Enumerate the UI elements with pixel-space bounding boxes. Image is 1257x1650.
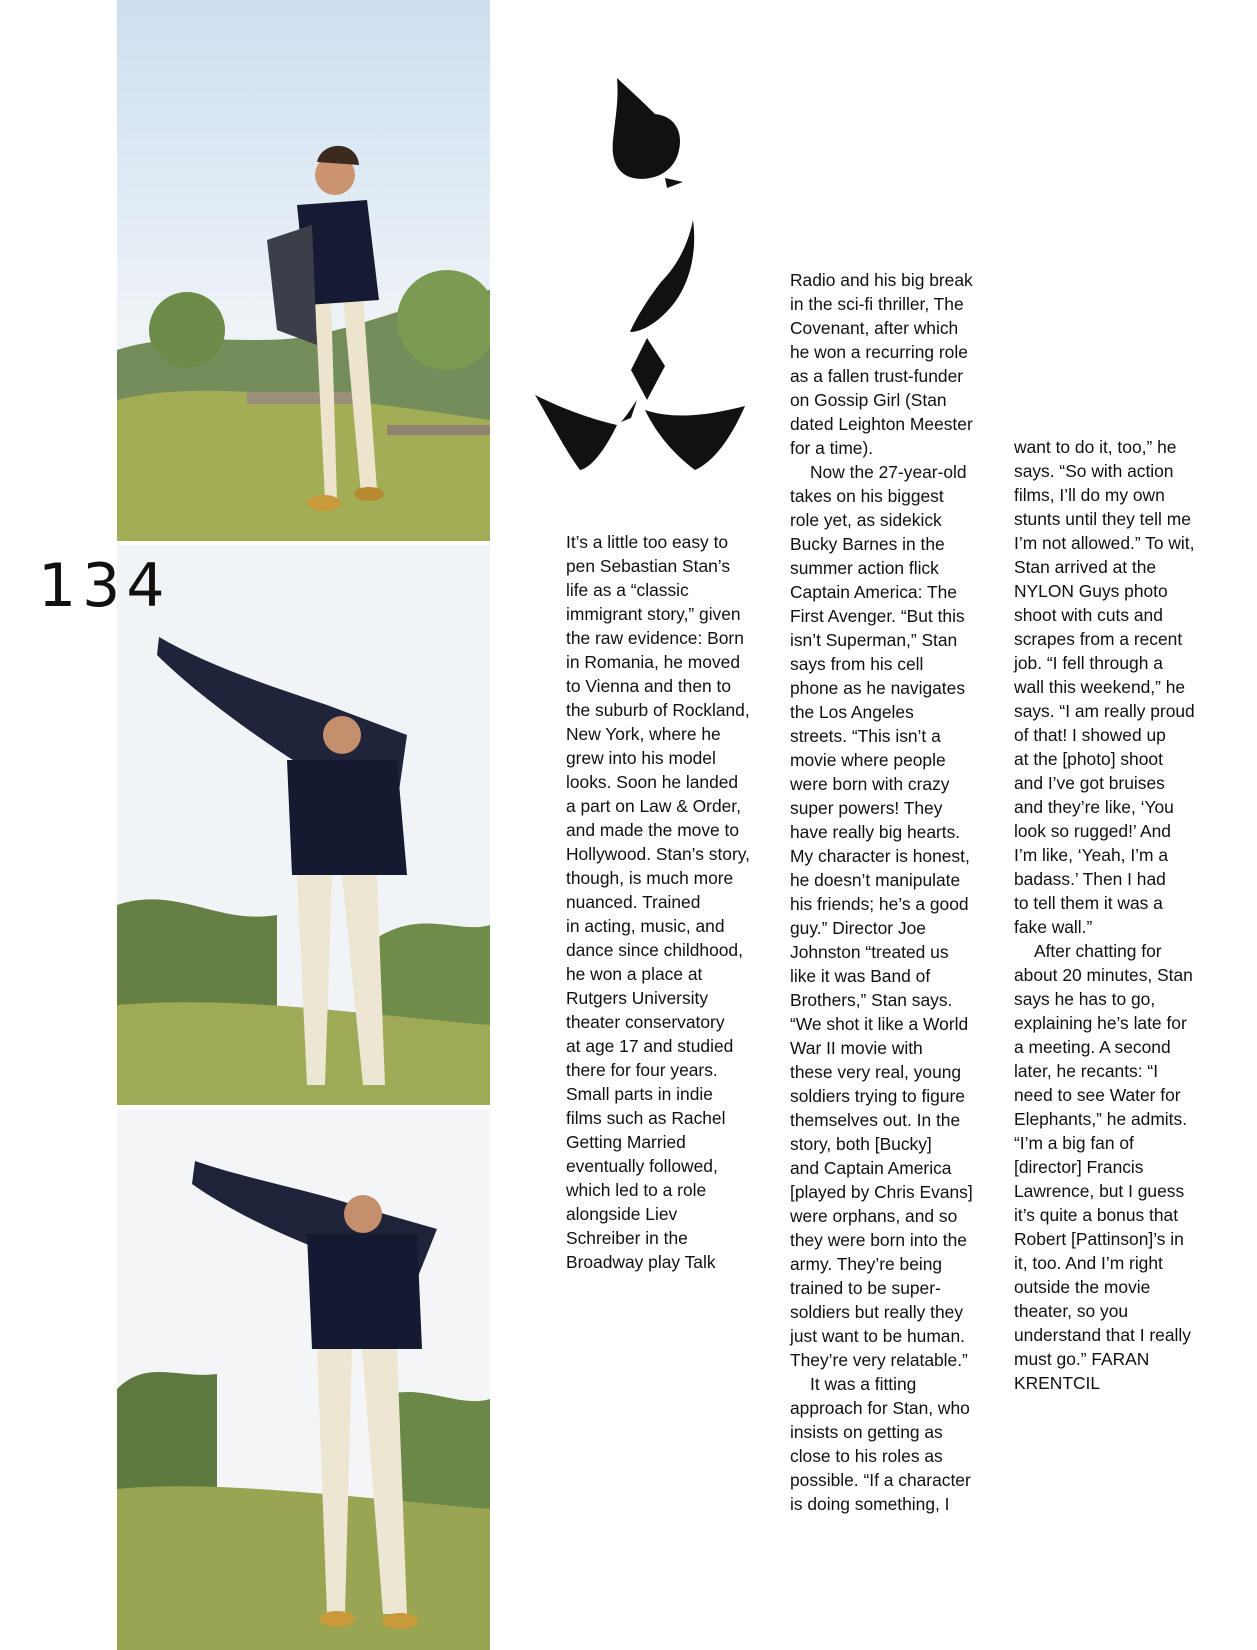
article-line: of that! I showed up bbox=[1014, 725, 1166, 745]
article-line: Brothers,” Stan says. bbox=[790, 990, 953, 1010]
article-line: Johnston “treated us bbox=[790, 942, 949, 962]
article-line: and made the move to bbox=[566, 820, 740, 840]
article-line: Covenant, after which bbox=[790, 318, 959, 338]
article-line: though, is much more bbox=[566, 868, 734, 888]
article-line: later, he recants: “I bbox=[1014, 1061, 1159, 1081]
article-line: role yet, as sidekick bbox=[790, 510, 942, 530]
article-column-1 bbox=[566, 530, 781, 1274]
article-line: a part on Law & Order, bbox=[566, 796, 741, 816]
article-line: nuanced. Trained bbox=[566, 892, 701, 912]
article-line: New York, where he bbox=[566, 724, 721, 744]
article-line: need to see Water for bbox=[1014, 1085, 1181, 1105]
article-line: look so rugged!’ And bbox=[1014, 821, 1171, 841]
article-line: explaining he’s late for bbox=[1014, 1013, 1187, 1033]
article-line: understand that I really bbox=[1014, 1325, 1191, 1345]
article-line: he won a place at bbox=[566, 964, 703, 984]
article-line: job. “I fell through a bbox=[1014, 653, 1163, 673]
article-line: dated Leighton Meester bbox=[790, 414, 973, 434]
article-line: guy.” Director Joe bbox=[790, 918, 926, 938]
article-line: wall this weekend,” he bbox=[1014, 677, 1186, 697]
article-line: and I’ve got bruises bbox=[1014, 773, 1165, 793]
article-line: as a fallen trust-funder bbox=[790, 366, 964, 386]
article-line: army. They’re being bbox=[790, 1254, 943, 1274]
article-line: They’re very relatable.” bbox=[790, 1350, 968, 1370]
article-line: in the sci-fi thriller, The bbox=[790, 294, 964, 314]
article-line: shoot with cuts and bbox=[1014, 605, 1163, 625]
article-line: Now the 27-year-old bbox=[810, 462, 967, 482]
article-line: films, I’ll do my own bbox=[1014, 485, 1165, 505]
article-line: dance since childhood, bbox=[566, 940, 743, 960]
article-line: badass.’ Then I had bbox=[1014, 869, 1166, 889]
article-line: says he has to go, bbox=[1014, 989, 1156, 1009]
article-line: Radio and his big break bbox=[790, 270, 973, 290]
article-line: streets. “This isn’t a bbox=[790, 726, 941, 746]
page-number: 134 bbox=[38, 551, 171, 621]
article-line: like it was Band of bbox=[790, 966, 931, 986]
article-line: these very real, young bbox=[790, 1062, 962, 1082]
article-line: in Romania, he moved bbox=[566, 652, 740, 672]
article-column-3 bbox=[1014, 435, 1244, 1395]
article-line: soldiers trying to figure bbox=[790, 1086, 965, 1106]
article-line: his friends; he’s a good bbox=[790, 894, 969, 914]
article-line: possible. “If a character bbox=[790, 1470, 971, 1490]
article-line: a meeting. A second bbox=[1014, 1037, 1171, 1057]
article-line: for a time). bbox=[790, 438, 874, 458]
article-line: summer action flick bbox=[790, 558, 939, 578]
photo-walking bbox=[117, 0, 490, 541]
article-line: After chatting for bbox=[1034, 941, 1162, 961]
article-line: to Vienna and then to bbox=[566, 676, 732, 696]
article-line: story, both [Bucky] bbox=[790, 1134, 932, 1154]
article-line: Captain America: The bbox=[790, 582, 957, 602]
article-line: says. “I am really proud bbox=[1014, 701, 1195, 721]
article-line: scrapes from a recent bbox=[1014, 629, 1183, 649]
article-line: stunts until they tell me bbox=[1014, 509, 1191, 529]
article-line: at age 17 and studied bbox=[566, 1036, 734, 1056]
article-line: the suburb of Rockland, bbox=[566, 700, 750, 720]
article-line: they were born into the bbox=[790, 1230, 967, 1250]
article-line: theater conservatory bbox=[566, 1012, 725, 1032]
article-line: close to his roles as bbox=[790, 1446, 943, 1466]
article-line: Hollywood. Stan’s story, bbox=[566, 844, 750, 864]
article-line: says from his cell bbox=[790, 654, 924, 674]
article-line: Lawrence, but I guess bbox=[1014, 1181, 1185, 1201]
article-line: in acting, music, and bbox=[566, 916, 725, 936]
article-line: “We shot it like a World bbox=[790, 1014, 969, 1034]
article-line: It’s a little too easy to bbox=[566, 532, 729, 552]
article-line: and they’re like, ‘You bbox=[1014, 797, 1174, 817]
article-line: Rutgers University bbox=[566, 988, 709, 1008]
article-line: life as a “classic bbox=[566, 580, 689, 600]
article-line: Elephants,” he admits. bbox=[1014, 1109, 1188, 1129]
article-line: Getting Married bbox=[566, 1132, 686, 1152]
photo-jacket-throw bbox=[117, 1109, 490, 1650]
article-line: it, too. And I’m right bbox=[1014, 1253, 1163, 1273]
article-line: were orphans, and so bbox=[790, 1206, 958, 1226]
article-line: the Los Angeles bbox=[790, 702, 914, 722]
article-line: soldiers but really they bbox=[790, 1302, 964, 1322]
article-line: Schreiber in the bbox=[566, 1228, 688, 1248]
article-line: on Gossip Girl (Stan bbox=[790, 390, 947, 410]
article-line: just want to be human. bbox=[790, 1326, 965, 1346]
article-line: [played by Chris Evans] bbox=[790, 1182, 973, 1202]
article-line: fake wall.” bbox=[1014, 917, 1093, 937]
article-line: outside the movie bbox=[1014, 1277, 1151, 1297]
article-line: themselves out. In the bbox=[790, 1110, 961, 1130]
article-line: grew into his model bbox=[566, 748, 716, 768]
article-line: the raw evidence: Born bbox=[566, 628, 744, 648]
article-line: he won a recurring role bbox=[790, 342, 968, 362]
article-line: eventually followed, bbox=[566, 1156, 718, 1176]
article-line: isn’t Superman,” Stan bbox=[790, 630, 958, 650]
photo-jacket-swing-image bbox=[117, 545, 490, 1105]
article-line: NYLON Guys photo bbox=[1014, 581, 1168, 601]
article-line: and Captain America bbox=[790, 1158, 952, 1178]
photo-walking-image bbox=[117, 0, 490, 541]
article-line: Small parts in indie bbox=[566, 1084, 713, 1104]
article-line: takes on his biggest bbox=[790, 486, 944, 506]
article-line: “I’m a big fan of bbox=[1014, 1133, 1134, 1153]
article-line: approach for Stan, who bbox=[790, 1398, 970, 1418]
article-line: pen Sebastian Stan’s bbox=[566, 556, 731, 576]
article-line: insists on getting as bbox=[790, 1422, 943, 1442]
article-line: at the [photo] shoot bbox=[1014, 749, 1163, 769]
article-line: theater, so you bbox=[1014, 1301, 1129, 1321]
article-line: he doesn’t manipulate bbox=[790, 870, 961, 890]
article-column-2 bbox=[790, 268, 1005, 1516]
article-line: immigrant story,” given bbox=[566, 604, 741, 624]
article-line: must go.” FARAN bbox=[1014, 1349, 1150, 1369]
article-line: My character is honest, bbox=[790, 846, 970, 866]
brush-glyph-decoration bbox=[535, 70, 775, 520]
article-line: [director] Francis bbox=[1014, 1157, 1144, 1177]
article-line: which led to a role bbox=[566, 1180, 707, 1200]
article-line: alongside Liev bbox=[566, 1204, 678, 1224]
article-line: about 20 minutes, Stan bbox=[1014, 965, 1193, 985]
article-line: First Avenger. “But this bbox=[790, 606, 965, 626]
article-line: is doing something, I bbox=[790, 1494, 950, 1514]
article-line: it’s quite a bonus that bbox=[1014, 1205, 1179, 1225]
article-line: KRENTCIL bbox=[1014, 1373, 1101, 1393]
article-line: were born with crazy bbox=[790, 774, 950, 794]
article-line: I’m like, ‘Yeah, I’m a bbox=[1014, 845, 1169, 865]
article-line: War II movie with bbox=[790, 1038, 923, 1058]
article-line: films such as Rachel bbox=[566, 1108, 726, 1128]
article-line: looks. Soon he landed bbox=[566, 772, 739, 792]
article-line: want to do it, too,” he bbox=[1014, 437, 1177, 457]
article-line: Broadway play Talk bbox=[566, 1252, 716, 1272]
article-line: super powers! They bbox=[790, 798, 943, 818]
photo-jacket-throw-image bbox=[117, 1109, 490, 1650]
article-line: Robert [Pattinson]’s in bbox=[1014, 1229, 1184, 1249]
article-line: to tell them it was a bbox=[1014, 893, 1163, 913]
article-line: phone as he navigates bbox=[790, 678, 966, 698]
article-line: It was a fitting bbox=[810, 1374, 917, 1394]
article-line: trained to be super- bbox=[790, 1278, 941, 1298]
article-line: movie where people bbox=[790, 750, 946, 770]
article-line: there for four years. bbox=[566, 1060, 718, 1080]
article-line: Stan arrived at the bbox=[1014, 557, 1157, 577]
article-line: I’m not allowed.” To wit, bbox=[1014, 533, 1195, 553]
photo-jacket-swing bbox=[117, 545, 490, 1105]
article-line: says. “So with action bbox=[1014, 461, 1174, 481]
article-line: Bucky Barnes in the bbox=[790, 534, 945, 554]
article-line: have really big hearts. bbox=[790, 822, 961, 842]
